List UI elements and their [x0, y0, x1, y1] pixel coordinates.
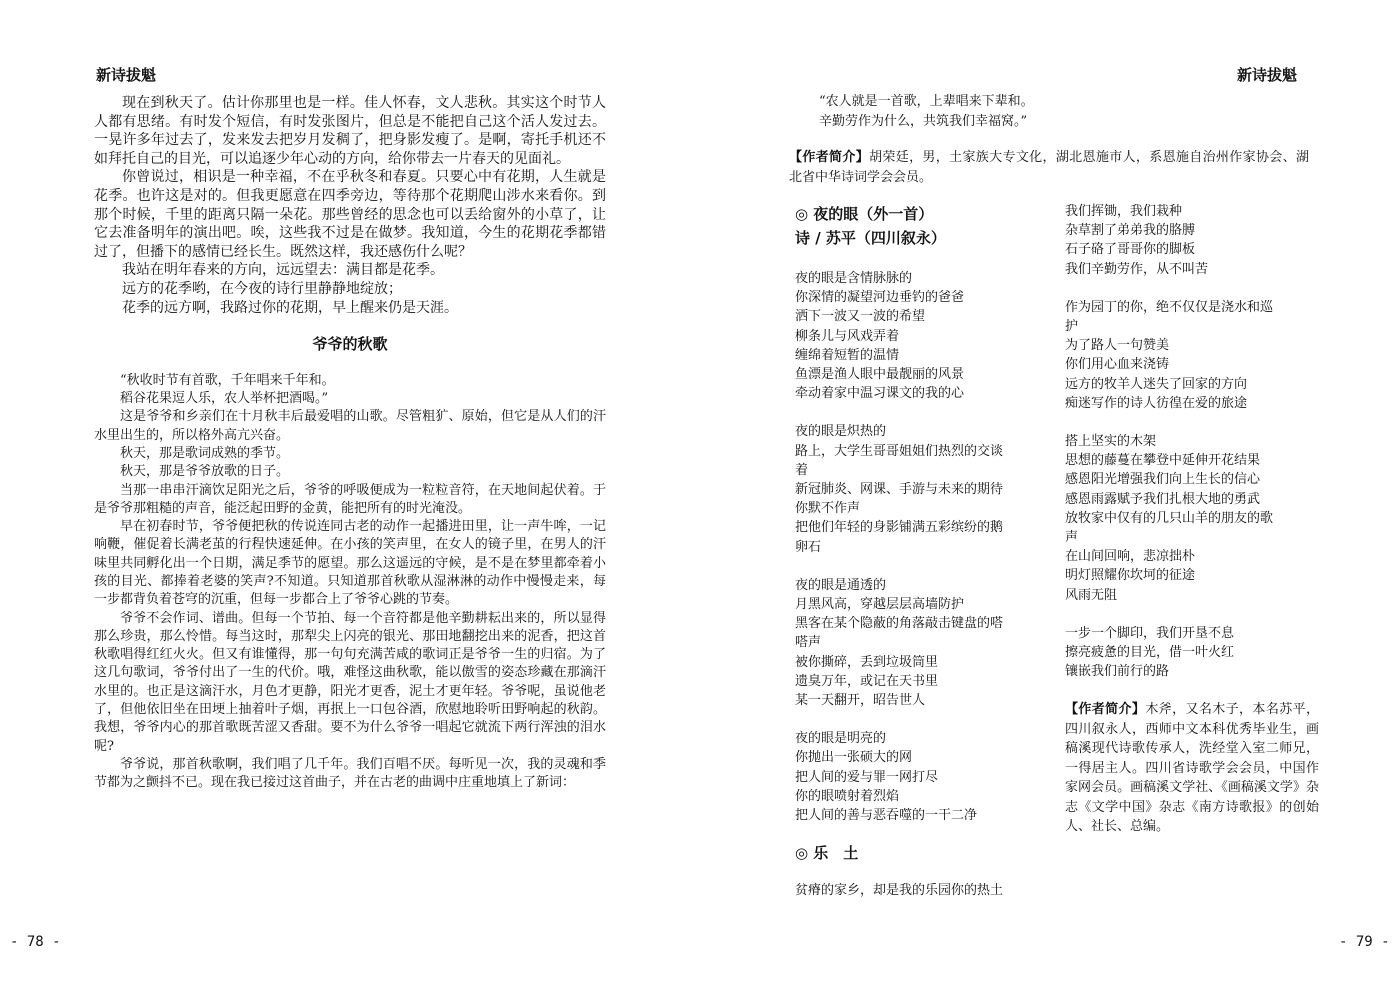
poem-line: 我们挥锄，我们栽种	[1065, 204, 1183, 219]
poem-line: 搭上坚实的木架	[1065, 434, 1157, 450]
poem-line: 缠绵着短暂的温情	[795, 347, 900, 363]
poem-right-stanzas	[1065, 202, 1319, 681]
body-paragraph: 秋天，那是歌词成熟的季节。	[120, 445, 290, 461]
body-paragraph: 花季的远方啊，我路过你的花期，早上醒来仍是天涯。	[122, 299, 458, 316]
poem-right-column	[1065, 202, 1319, 836]
author-bio-text: 木斧，又名木子，本名苏平，四川叙永人，西师中文本科优秀毕业生，画稿溪现代诗歌传承人，洗经堂入室二师兄，一得居主人。四川省诗歌学会会员，中国作家网会员。画稿溪文学社、《画稿溪文学》杂志《文学中国》杂志《南方诗歌报》的创始人、社长、总编。	[1065, 702, 1319, 834]
poem-line: 一步一个脚印，我们开垦不息	[1065, 625, 1235, 641]
poem-line: 感恩雨露赋予我们扎根大地的勇武	[1065, 491, 1261, 507]
poem-left-stanzas	[795, 269, 1037, 825]
poem-stanza	[795, 422, 1037, 556]
poem-line: 路上，大学生哥哥姐姐们热烈的交谈	[795, 443, 1004, 459]
poem-line: 牵动着家中温习课文的我的心	[795, 386, 965, 402]
poem2-first-line: 贫瘠的家乡，却是我的乐园你的热土	[795, 883, 1004, 899]
poem-line: 思想的藤蔓在攀登中延伸开花结果	[1065, 453, 1261, 469]
poem-line: 痴迷写作的诗人彷徨在爱的旅途	[1065, 395, 1248, 411]
poem-line: 嗒声	[795, 635, 822, 651]
article-body	[94, 372, 606, 793]
poem-line: 我们辛勤劳作，从不叫苦	[1065, 261, 1209, 277]
poem-line: 柳条儿与风戏弄着	[795, 328, 900, 344]
body-paragraph: “秋收时节有首歌，千年唱来千年和。	[120, 372, 335, 388]
author-intro-tag: 【作者简介】	[789, 150, 870, 165]
poem-line: 感恩阳光增强我们向上生长的信心	[1065, 472, 1261, 488]
poem-line: 远方的牧羊人迷失了回家的方向	[1065, 376, 1248, 392]
poem-line: 石子硌了哥哥你的脚板	[1065, 242, 1196, 258]
author-bio-tag: 【作者简介】	[1065, 702, 1146, 718]
article-title: 爷爷的秋歌	[312, 335, 388, 354]
poem-line: 把人间的爱与罪一网打尽	[795, 769, 939, 785]
poem-line: 护	[1065, 319, 1079, 335]
closing-quote	[819, 92, 1359, 132]
body-paragraph: 早在初春时节，爷爷便把秋的传说连同古老的动作一起播进田里，让一声牛哞，一记响鞭，催促着长满老茧的行程快速延伸。在小孩的笑声里，在女人的镜子里，在男人的汗味里共同孵化出一个日期，满足季节的愿望。那么这遥远的守候，是不是在梦里都牵着小孩的目光、都捧着老婆的笑声?不知道。只知道那首秋歌从湿淋淋的动作中慢慢走来，每一步都背负着苍穹的沉重，但每一步都合上了爷爷心跳的节奏。	[94, 519, 606, 608]
poem-author: 诗 / 苏平（四川叙永）	[795, 229, 946, 247]
poem-line: 放牧家中仅有的几只山羊的朋友的歌	[1065, 510, 1274, 526]
body-paragraph: 这是爷爷和乡亲们在十月秋丰后最爱唱的山歌。尽管粗犷、原始，但它是从人们的汗水里出生的，所以格外高亢兴奋。	[94, 409, 606, 443]
body-paragraph: 我站在明年春来的方向，远远望去：满目都是花季。	[122, 262, 444, 279]
body-paragraph: 秋天，那是爷爷放歌的日子。	[120, 464, 290, 480]
poem-line: 鱼漂是渔人眼中最靓丽的风景	[795, 367, 965, 383]
poem-line: 作为园丁的你，绝不仅仅是浇水和巡	[1065, 299, 1274, 315]
poem-stanza	[795, 576, 1037, 710]
poem-line: 夜的眼是通透的	[795, 577, 887, 593]
poem-line: 某一天翻开，昭告世人	[795, 693, 926, 709]
author-intro	[789, 148, 1309, 188]
body-paragraph: 现在到秋天了。估计你那里也是一样。佳人怀春，文人悲秋。其实这个时节人人都有思绪。有时发个短信，有时发张图片，但总是不能把自己这个活人发过去。一晃许多年过去了，发来发去把岁月发稠了，把身影发瘦了。是啊，寄托手机还不如拜托自己的目光，可以追逐少年心动的方向，给你带去一片春天的见面礼。	[94, 95, 606, 167]
poem-line: 洒下一波又一波的希望	[795, 309, 926, 325]
poem-stanza	[1065, 202, 1319, 279]
right-page-header: 新诗拔魁	[1237, 66, 1298, 84]
quote-line: 辛勤劳作为什么，共筑我们幸福窝。”	[819, 114, 1028, 129]
body-paragraph: 爷爷不会作词、谱曲。但每一个节拍、每一个音符都是他辛勤耕耘出来的，所以显得那么珍贵，那么怜惜。每当这时，那犁尖上闪亮的银光、那田地翻挖出来的泥香，把这首秋歌唱得红红火火。但又有谁懂得，那一句句充满苦咸的歌词正是爷爷一生的归宿。为了这几句歌词，爷爷付出了一生的代价。哦，难怪这曲秋歌，能以傲雪的姿态珍藏在那滴汗水里的。也正是这滴汗水，月色才更静，阳光才更香，泥土才更年轻。爷爷呢，虽说他老了，但他依旧坐在田埂上抽着叶子烟，再抿上一口包谷酒，欣慰地聆听田野响起的秋韵。我想，爷爷内心的那首歌既苦涩又香甜。要不为什么爷爷一唱起它就流下两行浑浊的泪水呢?	[94, 610, 606, 754]
poem-line: 夜的眼是明亮的	[795, 731, 887, 747]
poem-stanza	[795, 269, 1037, 403]
left-page-number: - 78 -	[10, 934, 61, 950]
poem-line: 你默不作声	[795, 501, 861, 517]
body-paragraph: 你曾说过，相识是一种幸福，不在乎秋冬和春夏。只要心中有花期，人生就是花季。也许这是对的。但我更愿意在四季旁边，等待那个花期爬山涉水来看你。到那个时候，千里的距离只隔一朵花。那些曾经的思念也可以丢给窗外的小草了，让它去准备明年的演出吧。唉，这些我不过是在做梦。我知道，今生的花期花季都错过了，但播下的感情已经长生。既然这样，我还感伤什么呢？	[94, 169, 606, 260]
poem-line: 在山间回响，悲凉拙朴	[1065, 549, 1196, 565]
poem-line: 明灯照耀你坎坷的征途	[1065, 568, 1196, 584]
left-page-header: 新诗拔魁	[96, 66, 157, 84]
poem-line: 新冠肺炎、网课、手游与未来的期待	[795, 482, 1004, 498]
left-body-a	[94, 94, 606, 793]
poem-line: 黑客在某个隐蔽的角落敲击键盘的嗒	[795, 616, 1004, 632]
poem-line: 卵石	[795, 539, 822, 555]
right-page-number: - 79 -	[1339, 934, 1390, 950]
poem-line: 你深情的凝望河边垂钓的爸爸	[795, 290, 965, 306]
poem-line: 为了路人一句赞美	[1065, 338, 1170, 354]
poem-line: 被你撕碎，丢到垃圾筒里	[795, 654, 939, 670]
poem-stanza	[1065, 298, 1319, 413]
poem-line: 你的眼喷射着烈焰	[795, 788, 900, 804]
poem-line: 把人间的善与恶吞噬的一干二净	[795, 808, 978, 824]
poem-line: 你们用心血来浇铸	[1065, 357, 1170, 373]
poem-stanza	[795, 729, 1037, 825]
poem-title: ◎ 夜的眼（外一首）	[795, 205, 934, 223]
poem2-title: ◎ 乐 土	[795, 844, 859, 863]
poem-line: 杂草割了弟弟我的胳膊	[1065, 223, 1196, 239]
right-page	[699, 0, 1398, 982]
poem-left-column	[795, 202, 1037, 900]
poem-stanza	[1065, 624, 1319, 682]
poem-line: 夜的眼是炽热的	[795, 424, 887, 440]
body-paragraph: 远方的花季哟，在今夜的诗行里静静地绽放；	[122, 280, 402, 297]
poem-line: 夜的眼是含情脉脉的	[795, 271, 913, 286]
poem-line: 声	[1065, 530, 1079, 546]
poem-line: 风雨无阻	[1065, 587, 1118, 603]
poem-line: 着	[795, 462, 809, 478]
author-bio	[1065, 700, 1319, 836]
author-intro-text: 胡荣廷，男，土家族大专文化，湖北恩施市人，系恩施自治州作家协会、湖北省中华诗词学会会员。	[789, 150, 1309, 185]
poem-line: 你抛出一张硕大的网	[795, 750, 913, 766]
body-paragraph: 稻谷花果逗人乐，农人举杯把酒喝。”	[120, 391, 329, 407]
body-paragraph: 当那一串串汗滴饮足阳光之后，爷爷的呼吸便成为一粒粒音符，在天地间起伏着。于是爷爷那粗糙的声音，能泛起田野的金黄，能把所有的时光淹没。	[94, 482, 606, 516]
poem-line: 遗臭万年，或记在天书里	[795, 673, 939, 689]
body-paragraph: 爷爷说，那首秋歌啊，我们唱了几千年。我们百唱不厌。每听见一次，我的灵魂和季节都为之颤抖不已。现在我已接过这首曲子，并在古老的曲调中庄重地填上了新词：	[94, 756, 606, 791]
poem-line: 把他们年轻的身影铺满五彩缤纷的鹅	[795, 520, 1004, 536]
poem-line: 月黑风高，穿越层层高墙防护	[795, 597, 965, 613]
poem-stanza	[1065, 432, 1319, 605]
poem-line: 镶嵌我们前行的路	[1065, 664, 1170, 680]
poem-line: 擦亮疲惫的目光，借一叶火红	[1065, 645, 1235, 661]
quote-line: “农人就是一首歌，上辈唱来下辈和。	[819, 94, 1034, 109]
